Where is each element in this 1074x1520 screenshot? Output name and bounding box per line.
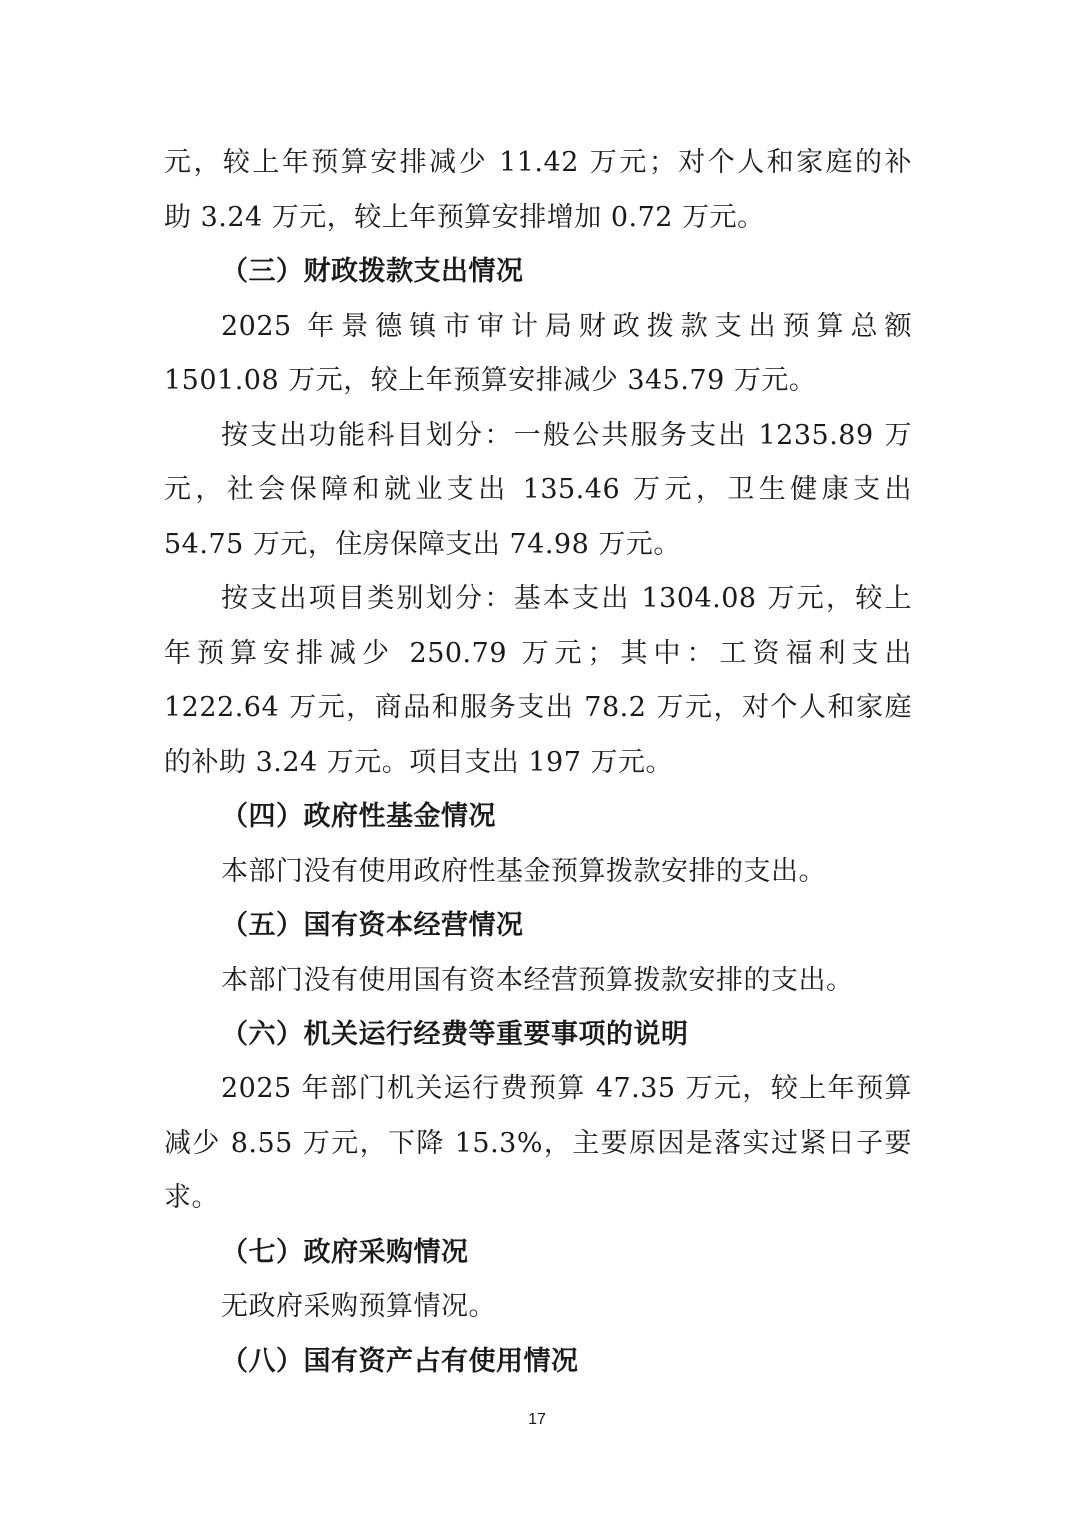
body-text-line: 按支出功能科目划分：一般公共服务支出 1235.89 万 xyxy=(221,420,912,451)
section-heading-8: （八）国有资产占有使用情况 xyxy=(221,1346,579,1377)
body-text-line: 本部门没有使用政府性基金预算拨款安排的支出。 xyxy=(221,856,826,887)
body-text-line: 按支出项目类别划分：基本支出 1304.08 万元，较上 xyxy=(221,583,912,614)
body-text-line: 无政府采购预算情况。 xyxy=(221,1291,496,1322)
body-text-line: 1501.08 万元，较上年预算安排减少 345.79 万元。 xyxy=(164,365,817,396)
body-text-line: 元，社会保障和就业支出 135.46 万元，卫生健康支出 xyxy=(164,474,912,505)
body-text-line: 的补助 3.24 万元。项目支出 197 万元。 xyxy=(164,747,673,778)
body-text-line: 1222.64 万元，商品和服务支出 78.2 万元，对个人和家庭 xyxy=(164,692,912,723)
body-text-line: 54.75 万元，住房保障支出 74.98 万元。 xyxy=(164,529,681,560)
body-text-line: 2025 年景德镇市审计局财政拨款支出预算总额 xyxy=(221,311,912,342)
section-heading-5: （五）国有资本经营情况 xyxy=(221,910,524,941)
section-heading-3: （三）财政拨款支出情况 xyxy=(221,256,524,287)
body-text-line: 助 3.24 万元，较上年预算安排增加 0.72 万元。 xyxy=(164,202,765,233)
body-text-line: 求。 xyxy=(164,1182,219,1213)
body-text-line: 本部门没有使用国有资本经营预算拨款安排的支出。 xyxy=(221,965,854,996)
section-heading-7: （七）政府采购情况 xyxy=(221,1237,469,1268)
page-number: 17 xyxy=(528,1411,546,1428)
body-text-line: 年预算安排减少 250.79 万元；其中：工资福利支出 xyxy=(164,638,912,669)
body-text-line: 减少 8.55 万元，下降 15.3%，主要原因是落实过紧日子要 xyxy=(164,1128,912,1159)
section-heading-6: （六）机关运行经费等重要事项的说明 xyxy=(221,1019,689,1050)
body-text-line: 2025 年部门机关运行费预算 47.35 万元，较上年预算 xyxy=(221,1073,912,1104)
section-heading-4: （四）政府性基金情况 xyxy=(221,801,496,832)
body-text-line: 元，较上年预算安排减少 11.42 万元；对个人和家庭的补 xyxy=(164,147,912,178)
